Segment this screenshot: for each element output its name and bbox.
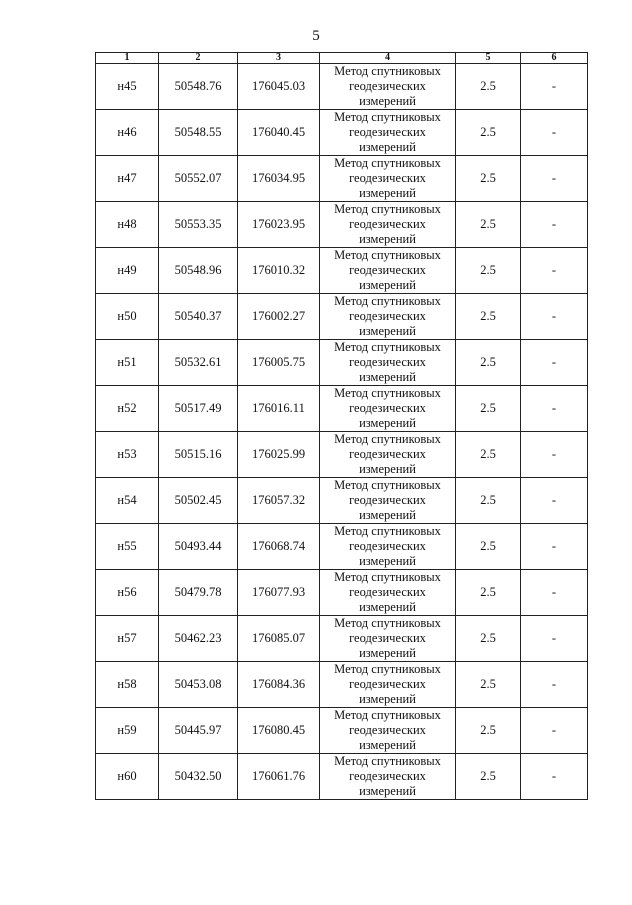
page-number: 5	[312, 28, 320, 44]
note-cell: -	[521, 570, 588, 616]
header-col-6: 6	[521, 53, 588, 64]
header-col-5: 5	[456, 53, 521, 64]
method-line: геодезических	[349, 355, 426, 369]
method-cell	[320, 524, 456, 570]
method-line: геодезических	[349, 493, 426, 507]
table-row	[96, 616, 588, 662]
x-coordinate-cell: 50479.78	[159, 570, 238, 616]
method-line: геодезических	[349, 631, 426, 645]
accuracy-cell: 2.5	[456, 340, 521, 386]
table-row	[96, 754, 588, 800]
method-line: геодезических	[349, 447, 426, 461]
accuracy-cell: 2.5	[456, 432, 521, 478]
method-line: Метод спутниковых	[334, 478, 441, 492]
y-coordinate-cell: 176025.99	[238, 432, 320, 478]
note-cell: -	[521, 340, 588, 386]
point-cell: н51	[96, 340, 159, 386]
y-coordinate-cell: 176016.11	[238, 386, 320, 432]
table-body	[96, 64, 588, 800]
method-line: измерений	[359, 140, 416, 154]
accuracy-cell: 2.5	[456, 386, 521, 432]
method-line: измерений	[359, 416, 416, 430]
point-cell: н49	[96, 248, 159, 294]
point-cell: н58	[96, 662, 159, 708]
note-cell: -	[521, 386, 588, 432]
note-cell: -	[521, 248, 588, 294]
table-row	[96, 294, 588, 340]
method-line: измерений	[359, 646, 416, 660]
method-line: геодезических	[349, 585, 426, 599]
method-cell	[320, 708, 456, 754]
point-cell: н60	[96, 754, 159, 800]
accuracy-cell: 2.5	[456, 248, 521, 294]
note-cell: -	[521, 110, 588, 156]
method-line: измерений	[359, 232, 416, 246]
table-row	[96, 708, 588, 754]
method-cell	[320, 294, 456, 340]
table-row	[96, 248, 588, 294]
x-coordinate-cell: 50453.08	[159, 662, 238, 708]
method-cell	[320, 64, 456, 110]
note-cell: -	[521, 294, 588, 340]
accuracy-cell: 2.5	[456, 156, 521, 202]
method-cell	[320, 340, 456, 386]
table-row	[96, 64, 588, 110]
table-row	[96, 432, 588, 478]
note-cell: -	[521, 708, 588, 754]
note-cell: -	[521, 478, 588, 524]
method-line: Метод спутниковых	[334, 294, 441, 308]
accuracy-cell: 2.5	[456, 202, 521, 248]
method-line: измерений	[359, 186, 416, 200]
accuracy-cell: 2.5	[456, 708, 521, 754]
y-coordinate-cell: 176005.75	[238, 340, 320, 386]
method-cell	[320, 432, 456, 478]
method-cell	[320, 478, 456, 524]
method-line: Метод спутниковых	[334, 754, 441, 768]
method-line: измерений	[359, 738, 416, 752]
header-col-1: 1	[96, 53, 159, 64]
method-line: геодезических	[349, 401, 426, 415]
table-header	[96, 53, 588, 64]
method-line: геодезических	[349, 263, 426, 277]
method-line: измерений	[359, 692, 416, 706]
method-line: Метод спутниковых	[334, 570, 441, 584]
method-cell	[320, 754, 456, 800]
x-coordinate-cell: 50502.45	[159, 478, 238, 524]
method-cell	[320, 156, 456, 202]
method-line: Метод спутниковых	[334, 432, 441, 446]
x-coordinate-cell: 50548.96	[159, 248, 238, 294]
table-row	[96, 386, 588, 432]
point-cell: н57	[96, 616, 159, 662]
table-row	[96, 570, 588, 616]
x-coordinate-cell: 50445.97	[159, 708, 238, 754]
table-row	[96, 202, 588, 248]
note-cell: -	[521, 64, 588, 110]
table-row	[96, 662, 588, 708]
x-coordinate-cell: 50552.07	[159, 156, 238, 202]
y-coordinate-cell: 176023.95	[238, 202, 320, 248]
point-cell: н46	[96, 110, 159, 156]
method-line: измерений	[359, 370, 416, 384]
method-line: Метод спутниковых	[334, 202, 441, 216]
method-line: геодезических	[349, 125, 426, 139]
x-coordinate-cell: 50515.16	[159, 432, 238, 478]
method-line: Метод спутниковых	[334, 524, 441, 538]
point-cell: н45	[96, 64, 159, 110]
table-row	[96, 156, 588, 202]
method-line: геодезических	[349, 309, 426, 323]
method-line: измерений	[359, 784, 416, 798]
method-cell	[320, 616, 456, 662]
point-cell: н52	[96, 386, 159, 432]
x-coordinate-cell: 50432.50	[159, 754, 238, 800]
method-line: измерений	[359, 94, 416, 108]
table-row	[96, 478, 588, 524]
y-coordinate-cell: 176040.45	[238, 110, 320, 156]
note-cell: -	[521, 754, 588, 800]
table-row	[96, 524, 588, 570]
method-line: геодезических	[349, 171, 426, 185]
note-cell: -	[521, 662, 588, 708]
method-line: измерений	[359, 600, 416, 614]
point-cell: н53	[96, 432, 159, 478]
x-coordinate-cell: 50517.49	[159, 386, 238, 432]
accuracy-cell: 2.5	[456, 524, 521, 570]
point-cell: н55	[96, 524, 159, 570]
method-cell	[320, 248, 456, 294]
coordinates-table	[95, 52, 588, 800]
point-cell: н50	[96, 294, 159, 340]
y-coordinate-cell: 176080.45	[238, 708, 320, 754]
x-coordinate-cell: 50462.23	[159, 616, 238, 662]
accuracy-cell: 2.5	[456, 570, 521, 616]
method-line: геодезических	[349, 217, 426, 231]
method-line: измерений	[359, 324, 416, 338]
accuracy-cell: 2.5	[456, 478, 521, 524]
accuracy-cell: 2.5	[456, 616, 521, 662]
method-line: геодезических	[349, 539, 426, 553]
y-coordinate-cell: 176085.07	[238, 616, 320, 662]
table-row	[96, 340, 588, 386]
y-coordinate-cell: 176057.32	[238, 478, 320, 524]
table-row	[96, 110, 588, 156]
y-coordinate-cell: 176061.76	[238, 754, 320, 800]
point-cell: н48	[96, 202, 159, 248]
method-cell	[320, 570, 456, 616]
method-cell	[320, 662, 456, 708]
method-line: геодезических	[349, 769, 426, 783]
method-line: Метод спутниковых	[334, 64, 441, 78]
y-coordinate-cell: 176002.27	[238, 294, 320, 340]
point-cell: н56	[96, 570, 159, 616]
header-col-3: 3	[238, 53, 320, 64]
method-line: Метод спутниковых	[334, 386, 441, 400]
x-coordinate-cell: 50540.37	[159, 294, 238, 340]
method-cell	[320, 386, 456, 432]
method-line: Метод спутниковых	[334, 110, 441, 124]
accuracy-cell: 2.5	[456, 662, 521, 708]
method-line: измерений	[359, 508, 416, 522]
header-col-2: 2	[159, 53, 238, 64]
method-line: Метод спутниковых	[334, 708, 441, 722]
accuracy-cell: 2.5	[456, 294, 521, 340]
note-cell: -	[521, 616, 588, 662]
y-coordinate-cell: 176010.32	[238, 248, 320, 294]
y-coordinate-cell: 176068.74	[238, 524, 320, 570]
method-line: Метод спутниковых	[334, 340, 441, 354]
method-cell	[320, 202, 456, 248]
y-coordinate-cell: 176034.95	[238, 156, 320, 202]
x-coordinate-cell: 50493.44	[159, 524, 238, 570]
x-coordinate-cell: 50532.61	[159, 340, 238, 386]
y-coordinate-cell: 176077.93	[238, 570, 320, 616]
note-cell: -	[521, 202, 588, 248]
method-line: измерений	[359, 278, 416, 292]
method-line: Метод спутниковых	[334, 616, 441, 630]
point-cell: н59	[96, 708, 159, 754]
note-cell: -	[521, 432, 588, 478]
method-line: геодезических	[349, 79, 426, 93]
accuracy-cell: 2.5	[456, 110, 521, 156]
method-line: Метод спутниковых	[334, 156, 441, 170]
y-coordinate-cell: 176045.03	[238, 64, 320, 110]
note-cell: -	[521, 156, 588, 202]
method-line: Метод спутниковых	[334, 248, 441, 262]
method-line: измерений	[359, 554, 416, 568]
y-coordinate-cell: 176084.36	[238, 662, 320, 708]
x-coordinate-cell: 50548.55	[159, 110, 238, 156]
header-row	[96, 53, 588, 64]
accuracy-cell: 2.5	[456, 754, 521, 800]
point-cell: н47	[96, 156, 159, 202]
accuracy-cell: 2.5	[456, 64, 521, 110]
method-line: геодезических	[349, 723, 426, 737]
method-line: измерений	[359, 462, 416, 476]
x-coordinate-cell: 50553.35	[159, 202, 238, 248]
method-line: Метод спутниковых	[334, 662, 441, 676]
method-line: геодезических	[349, 677, 426, 691]
point-cell: н54	[96, 478, 159, 524]
header-col-4: 4	[320, 53, 456, 64]
note-cell: -	[521, 524, 588, 570]
method-cell	[320, 110, 456, 156]
x-coordinate-cell: 50548.76	[159, 64, 238, 110]
